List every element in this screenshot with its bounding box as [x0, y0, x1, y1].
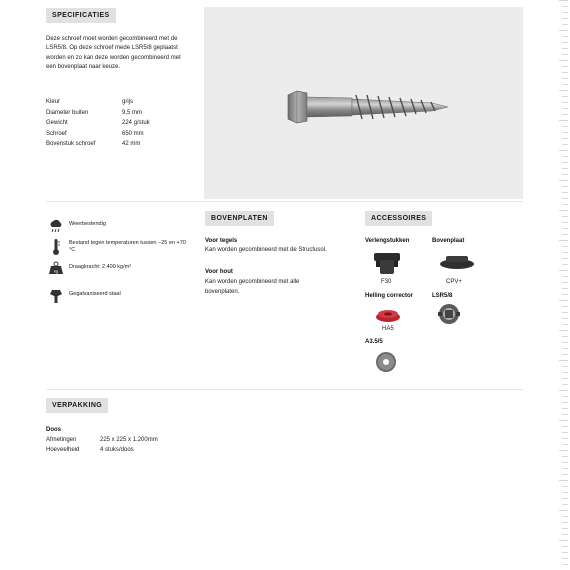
ruler-tick: [562, 96, 568, 97]
bovenplaten-hout-heading: Voor hout: [205, 269, 233, 275]
ruler-tick: [559, 90, 568, 91]
ruler-tick: [559, 480, 568, 481]
ruler-tick: [562, 234, 568, 235]
ruler-tick: [562, 78, 568, 79]
accessory-bovenplaat-heading: Bovenplaat: [432, 238, 465, 244]
ruler-tick: [562, 36, 568, 37]
ruler-tick: [559, 360, 568, 361]
ruler-tick: [562, 276, 568, 277]
ruler-tick: [562, 432, 568, 433]
spec-label-kleur: Kleur: [46, 99, 61, 105]
ruler-tick: [562, 354, 568, 355]
bovenplaten-heading: BOVENPLATEN: [205, 211, 274, 226]
ruler-tick: [562, 204, 568, 205]
ruler-tick: [562, 504, 568, 505]
bovenplaten-tegels-heading: Voor tegels: [205, 238, 238, 244]
ruler-tick: [562, 516, 568, 517]
ruler-tick: [559, 270, 568, 271]
divider-middle: [46, 389, 523, 390]
ruler-tick: [562, 348, 568, 349]
feature-temperature: Bestand tegen temperaturen tussen −25 en +70 °C: [69, 240, 186, 254]
ruler-tick: [562, 132, 568, 133]
ruler-tick: [562, 174, 568, 175]
ruler-tick: [562, 534, 568, 535]
ruler-tick: [559, 210, 568, 211]
ruler-tick: [562, 396, 568, 397]
ruler-tick: [562, 54, 568, 55]
ruler-tick: [562, 66, 568, 67]
ruler-tick: [562, 318, 568, 319]
spec-value-diameter: 9,5 mm: [122, 110, 143, 116]
spec-value-schroef: 650 mm: [122, 131, 144, 137]
specificaties-heading: SPECIFICATIES: [46, 8, 116, 23]
ruler-tick: [562, 114, 568, 115]
ruler-tick: [562, 384, 568, 385]
bovenplaten-hout-text: Kan worden gecombineerd met alle bovenplaten.: [205, 279, 300, 295]
spec-label-diameter: Diameter buiten: [46, 110, 89, 116]
ruler-tick: [562, 144, 568, 145]
accessory-cpv-label: CPV+: [446, 279, 462, 285]
ruler-tick: [562, 126, 568, 127]
ruler-tick: [562, 372, 568, 373]
ruler-tick: [562, 252, 568, 253]
cloud-rain-icon: [48, 219, 64, 233]
bovenplaten-tegels-text: Kan worden gecombineerd met de Structusol.: [205, 247, 327, 253]
spec-value-bovenstuk: 42 mm: [122, 141, 141, 147]
ruler-tick: [562, 306, 568, 307]
ruler-tick: [562, 468, 568, 469]
washer-icon: [374, 351, 398, 373]
ruler-tick: [562, 414, 568, 415]
verpakking-label-hoeveelheid: Hoeveelheid: [46, 447, 80, 453]
ruler-tick: [562, 72, 568, 73]
ruler-tick: [562, 156, 568, 157]
ruler-tick: [562, 186, 568, 187]
thermometer-icon: [48, 238, 64, 252]
ruler-tick: [562, 558, 568, 559]
ruler-tick: [562, 312, 568, 313]
ruler-tick: [562, 258, 568, 259]
ruler-tick: [562, 216, 568, 217]
ruler-tick: [559, 180, 568, 181]
ruler-tick: [562, 24, 568, 25]
ruler-tick: [562, 42, 568, 43]
ruler-tick: [562, 546, 568, 547]
ruler-tick: [562, 192, 568, 193]
accessory-lsr-heading: LSR5/8: [432, 293, 453, 299]
ruler-tick: [562, 18, 568, 19]
slope-corrector-icon: [374, 306, 402, 324]
ruler-tick: [559, 450, 568, 451]
specificaties-intro: Deze schroef moet worden gecombineerd met de LSR5/8. Op deze schroef mede LSR5/8 geplaatst worden en zo kan deze worden gecombineerd met een bovenplaat naar keuze.: [46, 36, 181, 71]
ruler-tick: [562, 564, 568, 565]
ruler-tick: [562, 408, 568, 409]
ruler-tick: [562, 246, 568, 247]
ruler-tick: [562, 102, 568, 103]
ruler-tick: [562, 498, 568, 499]
ruler-tick: [562, 108, 568, 109]
ruler-tick: [562, 138, 568, 139]
ruler-tick: [559, 390, 568, 391]
accessory-ha5-label: HA5: [382, 326, 394, 332]
ruler-tick: [562, 324, 568, 325]
ruler-tick: [559, 120, 568, 121]
ruler-tick: [559, 510, 568, 511]
feature-galvanized: Gegalvaniseerd staal: [69, 291, 121, 297]
ruler-tick: [559, 60, 568, 61]
ruler-tick: [562, 474, 568, 475]
page-edge-ruler: [558, 0, 570, 570]
ruler-tick: [559, 150, 568, 151]
ruler-tick: [559, 420, 568, 421]
ruler-tick: [562, 162, 568, 163]
spec-value-kleur: grijs: [122, 99, 134, 105]
ruler-tick: [562, 456, 568, 457]
ruler-tick: [562, 438, 568, 439]
spec-value-gewicht: 224 g/stuk: [122, 120, 150, 126]
ruler-tick: [562, 366, 568, 367]
divider-top: [46, 201, 523, 202]
product-photo: [204, 7, 523, 199]
extension-piece-icon: [372, 250, 402, 276]
accessoires-heading: ACCESSOIRES: [365, 211, 432, 226]
ruler-tick: [562, 228, 568, 229]
ruler-tick: [559, 300, 568, 301]
accessory-helling-heading: Helling corrector: [365, 293, 414, 299]
ruler-tick: [562, 402, 568, 403]
svg-text:kg: kg: [53, 268, 59, 274]
ruler-tick: [559, 330, 568, 331]
accessory-verlengstukken-heading: Verlengstukken: [365, 238, 410, 244]
ruler-tick: [562, 486, 568, 487]
galvanized-bolt-icon: [48, 288, 64, 302]
spec-label-schroef: Schroef: [46, 131, 67, 137]
ruler-tick: [562, 168, 568, 169]
lsr-adapter-icon: [436, 301, 462, 327]
ruler-tick: [562, 492, 568, 493]
ruler-tick: [562, 222, 568, 223]
ruler-tick: [562, 264, 568, 265]
verpakking-value-hoeveelheid: 4 stuks/doos: [100, 447, 134, 453]
verpakking-label-afmetingen: Afmetingen: [46, 437, 77, 443]
spec-label-gewicht: Gewicht: [46, 120, 68, 126]
ruler-tick: [562, 378, 568, 379]
ruler-tick: [562, 84, 568, 85]
feature-weather: Weerbestendig: [69, 221, 106, 227]
ruler-tick: [562, 12, 568, 13]
ruler-tick: [562, 282, 568, 283]
ruler-tick: [562, 294, 568, 295]
ruler-tick: [562, 336, 568, 337]
lag-screw-image: [204, 7, 523, 199]
verpakking-heading: VERPAKKING: [46, 398, 108, 413]
ruler-tick: [562, 444, 568, 445]
accessory-a35-heading: A3.5/5: [365, 339, 383, 345]
ruler-tick: [559, 30, 568, 31]
ruler-tick: [562, 342, 568, 343]
ruler-tick: [562, 528, 568, 529]
ruler-tick: [562, 48, 568, 49]
verpakking-doos-heading: Doos: [46, 427, 61, 433]
ruler-tick: [562, 462, 568, 463]
ruler-tick: [559, 0, 568, 1]
ruler-tick: [559, 240, 568, 241]
feature-load: Draagkracht: 2.400 kg/m²: [69, 264, 132, 270]
top-plate-icon: [438, 252, 476, 272]
spec-label-bovenstuk: Bovenstuk schroef: [46, 141, 96, 147]
verpakking-value-afmetingen: 225 x 225 x 1.200mm: [100, 437, 158, 443]
ruler-tick: [562, 6, 568, 7]
ruler-tick: [562, 198, 568, 199]
ruler-tick: [559, 540, 568, 541]
ruler-tick: [562, 288, 568, 289]
weight-icon: [48, 261, 64, 275]
ruler-tick: [562, 426, 568, 427]
ruler-tick: [562, 522, 568, 523]
ruler-tick: [562, 552, 568, 553]
accessory-f30-label: F30: [381, 279, 392, 285]
